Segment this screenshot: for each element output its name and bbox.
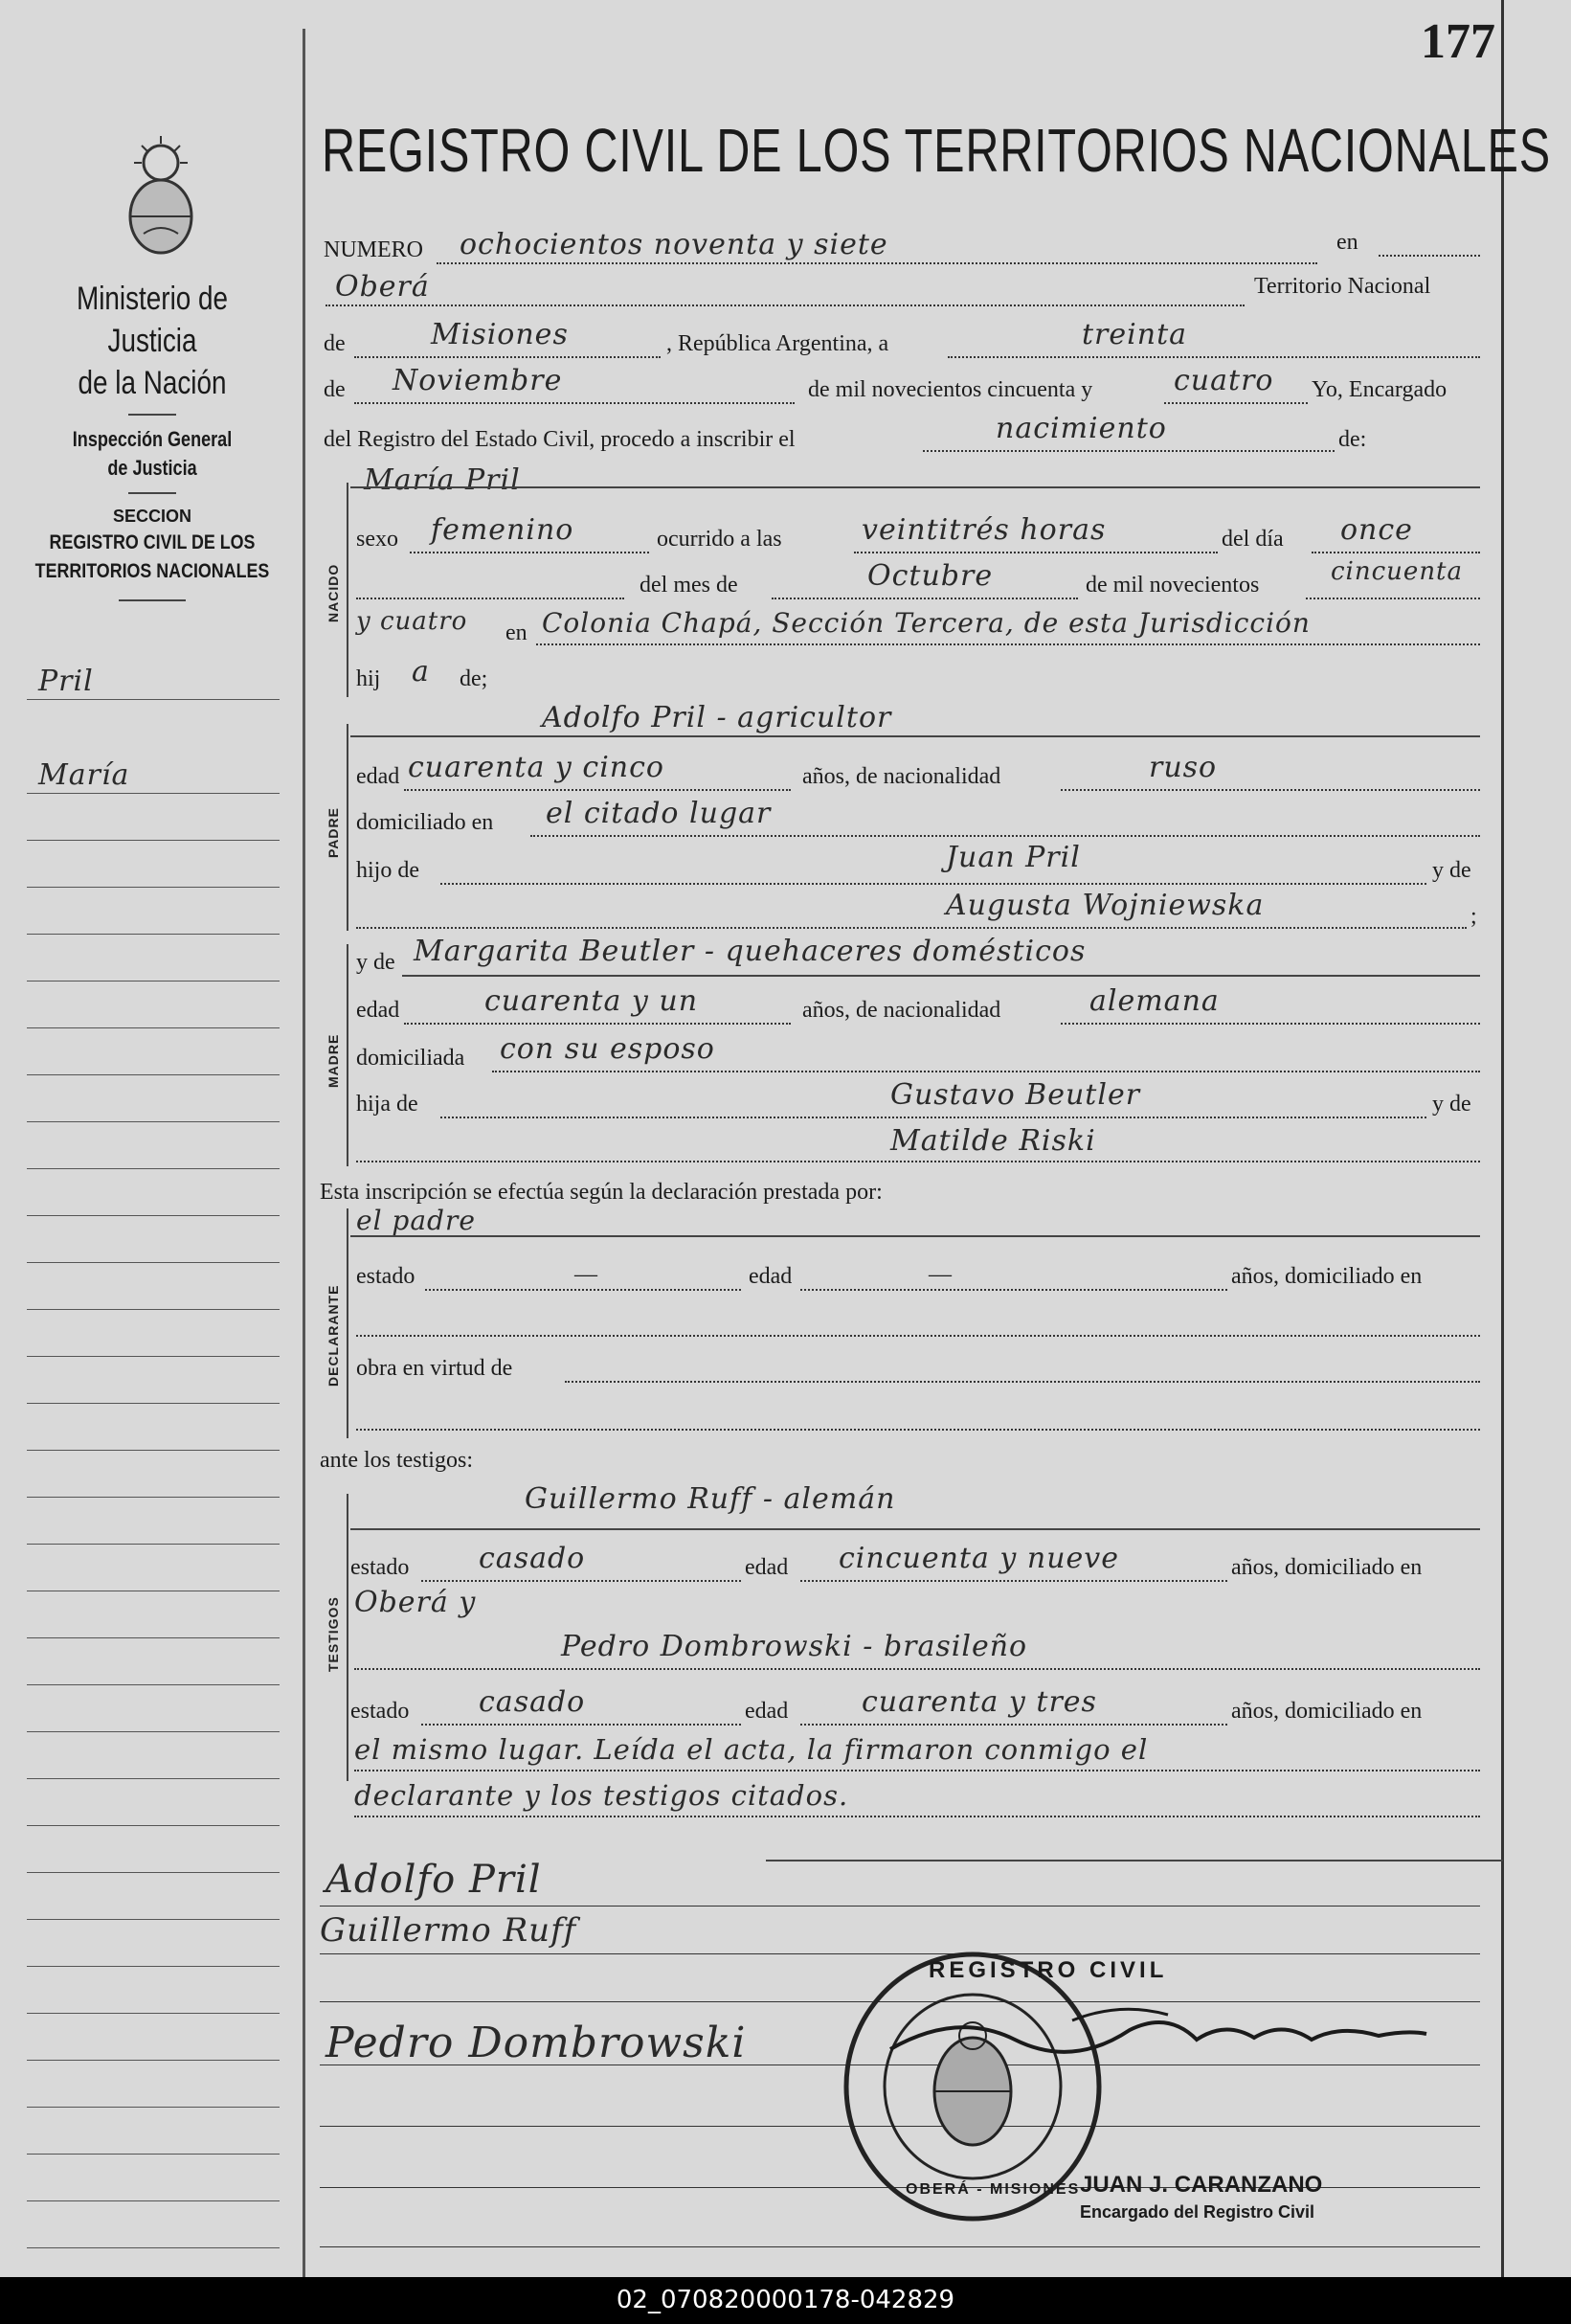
field-t2-estado: casado [479,1685,586,1719]
field-t1-dom: Oberá y [354,1586,477,1619]
label-inscripcion: Esta inscripción se efectúa según la declaración prestada por: [320,1180,883,1205]
field-t2-edad: cuarenta y tres [862,1685,1097,1719]
label-anios-dom: años, domiciliado en [1231,1555,1423,1580]
field-padre-madre: Augusta Wojniewska [946,889,1265,922]
label-edad: edad [749,1264,793,1289]
field-padre-dom: el citado lugar [546,797,772,830]
officer-title: Encargado del Registro Civil [1080,2202,1315,2222]
field-mes: Octubre [867,559,994,593]
label-anios-dom: años, domiciliado en [1231,1699,1423,1724]
field-padre: Adolfo Pril - agricultor [542,701,892,734]
field-t1-estado: casado [479,1542,586,1575]
label-edad: edad [356,764,400,789]
label-ante-testigos: ante los testigos: [320,1448,473,1473]
field-madre: Margarita Beutler - quehaceres domésticos [414,935,1087,968]
field-decl-edad: — [929,1262,952,1287]
ministry-line1: Ministerio de Justicia [76,281,229,359]
officer-signature-icon [881,1992,1436,2068]
side-label-nacido: NACIDO [325,563,341,622]
bracket-declarante [347,1208,348,1438]
label-de: de [324,331,346,356]
label-del-dia: del día [1222,527,1284,552]
label-ocurrido: ocurrido a las [657,527,782,552]
coat-of-arms-icon [115,134,207,259]
signature-1: Adolfo Pril [325,1858,542,1902]
label-numero: NUMERO [324,237,424,262]
label-republica: , República Argentina, a [666,331,889,356]
label-de: de [324,377,346,402]
ministry-line2: de la Nación [78,365,227,401]
field-cierre-2: declarante y los testigos citados. [354,1779,849,1812]
label-semicolon: ; [1470,904,1477,929]
side-label-madre: MADRE [325,1033,341,1088]
field-numero: ochocientos noventa y siete [460,228,888,261]
bracket-testigos [347,1494,348,1781]
field-tipo: nacimiento [996,412,1167,445]
label-anios-nac: años, de nacionalidad [802,998,1001,1023]
label-en: en [1336,230,1358,255]
label-anios-nac: años, de nacionalidad [802,764,1001,789]
field-territorio: Misiones [431,318,569,351]
field-madre-dom: con su esposo [500,1032,715,1066]
field-declarante: el padre [356,1205,476,1236]
divider [119,599,186,601]
label-territorio: Territorio Nacional [1254,274,1431,299]
label-edad: edad [745,1555,789,1580]
field-t1-edad: cincuenta y nueve [839,1542,1119,1575]
label-en-lugar: en [505,620,527,645]
field-madre-nac: alemana [1089,984,1220,1018]
label-de-semi: de; [460,666,488,691]
margin-rule [27,793,280,794]
label-hija-de: hija de [356,1092,418,1117]
label-hij: hij [356,666,381,691]
side-label-testigos: TESTIGOS [325,1596,341,1672]
scan-id-bar: 02_070820000178-042829 [0,2277,1571,2324]
label-estado: estado [350,1699,410,1724]
label-hijo-de: hijo de [356,858,419,883]
field-padre-padre: Juan Pril [946,841,1081,874]
field-hora: veintitrés horas [862,513,1107,547]
field-decl-estado: — [574,1262,597,1287]
side-label-padre: PADRE [325,807,341,858]
field-mes-acta: Noviembre [393,364,563,397]
field-padre-edad: cuarenta y cinco [408,751,664,784]
field-testigo1: Guillermo Ruff - alemán [525,1482,896,1516]
label-y-de-madre: y de [356,950,395,975]
field-cierre-1: el mismo lugar. Leída el acta, la firmaron conmigo el [354,1733,1149,1766]
label-anios-dom: años, domiciliado en [1231,1264,1423,1289]
document-title: REGISTRO CIVIL DE LOS TERRITORIOS NACIONALES [322,116,1551,185]
divider [128,492,176,494]
label-y-de: y de [1432,1092,1471,1117]
label-edad: edad [356,998,400,1023]
label-obra: obra en virtud de [356,1356,513,1381]
margin-rule [27,699,280,700]
label-mil-novecientos: de mil novecientos cincuenta y [808,377,1093,402]
field-hij-suffix: a [412,655,430,688]
label-estado: estado [356,1264,415,1289]
margin-given-name: María [38,758,130,792]
side-label-declarante: DECLARANTE [325,1284,341,1387]
label-de-colon: de: [1338,427,1367,452]
margin-divider [303,29,305,2277]
field-madre-edad: cuarenta y un [484,984,699,1018]
label-estado: estado [350,1555,410,1580]
label-yo-encargado: Yo, Encargado [1312,377,1448,402]
margin-surname: Pril [38,665,94,698]
field-dia: once [1340,513,1413,547]
field-madre-padre: Gustavo Beutler [890,1078,1141,1112]
stamp-top-text: REGISTRO CIVIL [929,1957,1168,1983]
section-label: SECCION [112,507,191,526]
bracket-padre [347,724,348,931]
label-domiciliado-en: domiciliado en [356,810,494,835]
section-line1: REGISTRO CIVIL DE LOS [49,531,256,553]
label-sexo: sexo [356,527,398,552]
field-nombre: María Pril [364,463,521,497]
label-edad: edad [745,1699,789,1724]
field-sexo: femenino [431,513,574,547]
divider [128,414,176,416]
field-testigo2: Pedro Dombrowski - brasileño [561,1630,1028,1663]
field-lugar-nacimiento: Colonia Chapá, Sección Tercera, de esta Jurisdicción [542,607,1311,639]
field-madre-madre: Matilde Riski [890,1124,1096,1158]
inspection-line2: de Justicia [107,456,197,480]
field-anio-acta: cuatro [1174,364,1274,397]
section-line2: TERRITORIOS NACIONALES [34,560,270,582]
stamp-bottom-text: OBERÁ - MISIONES [906,2181,1081,2198]
signature-2: Guillermo Ruff [320,1911,577,1950]
field-padre-nac: ruso [1149,751,1218,784]
bracket-madre [347,944,348,1166]
label-del-mes: del mes de [640,573,738,598]
field-anio-2: y cuatro [356,607,468,636]
bracket-nacido [347,483,348,697]
label-del-registro: del Registro del Estado Civil, procedo a inscribir el [324,427,796,452]
right-edge-line [1501,0,1504,2277]
inspection-line1: Inspección General [72,427,233,451]
field-anio: cincuenta [1331,557,1464,586]
officer-name: JUAN J. CARANZANO [1080,2172,1323,2198]
label-domiciliada: domiciliada [356,1046,465,1071]
field-lugar: Oberá [335,270,430,304]
field-dia-acta: treinta [1082,318,1188,351]
page-number: 177 [1421,14,1495,69]
label-y-de: y de [1432,858,1471,883]
signature-3: Pedro Dombrowski [325,2019,747,2067]
label-mil-novecientos-2: de mil novecientos [1086,573,1260,598]
